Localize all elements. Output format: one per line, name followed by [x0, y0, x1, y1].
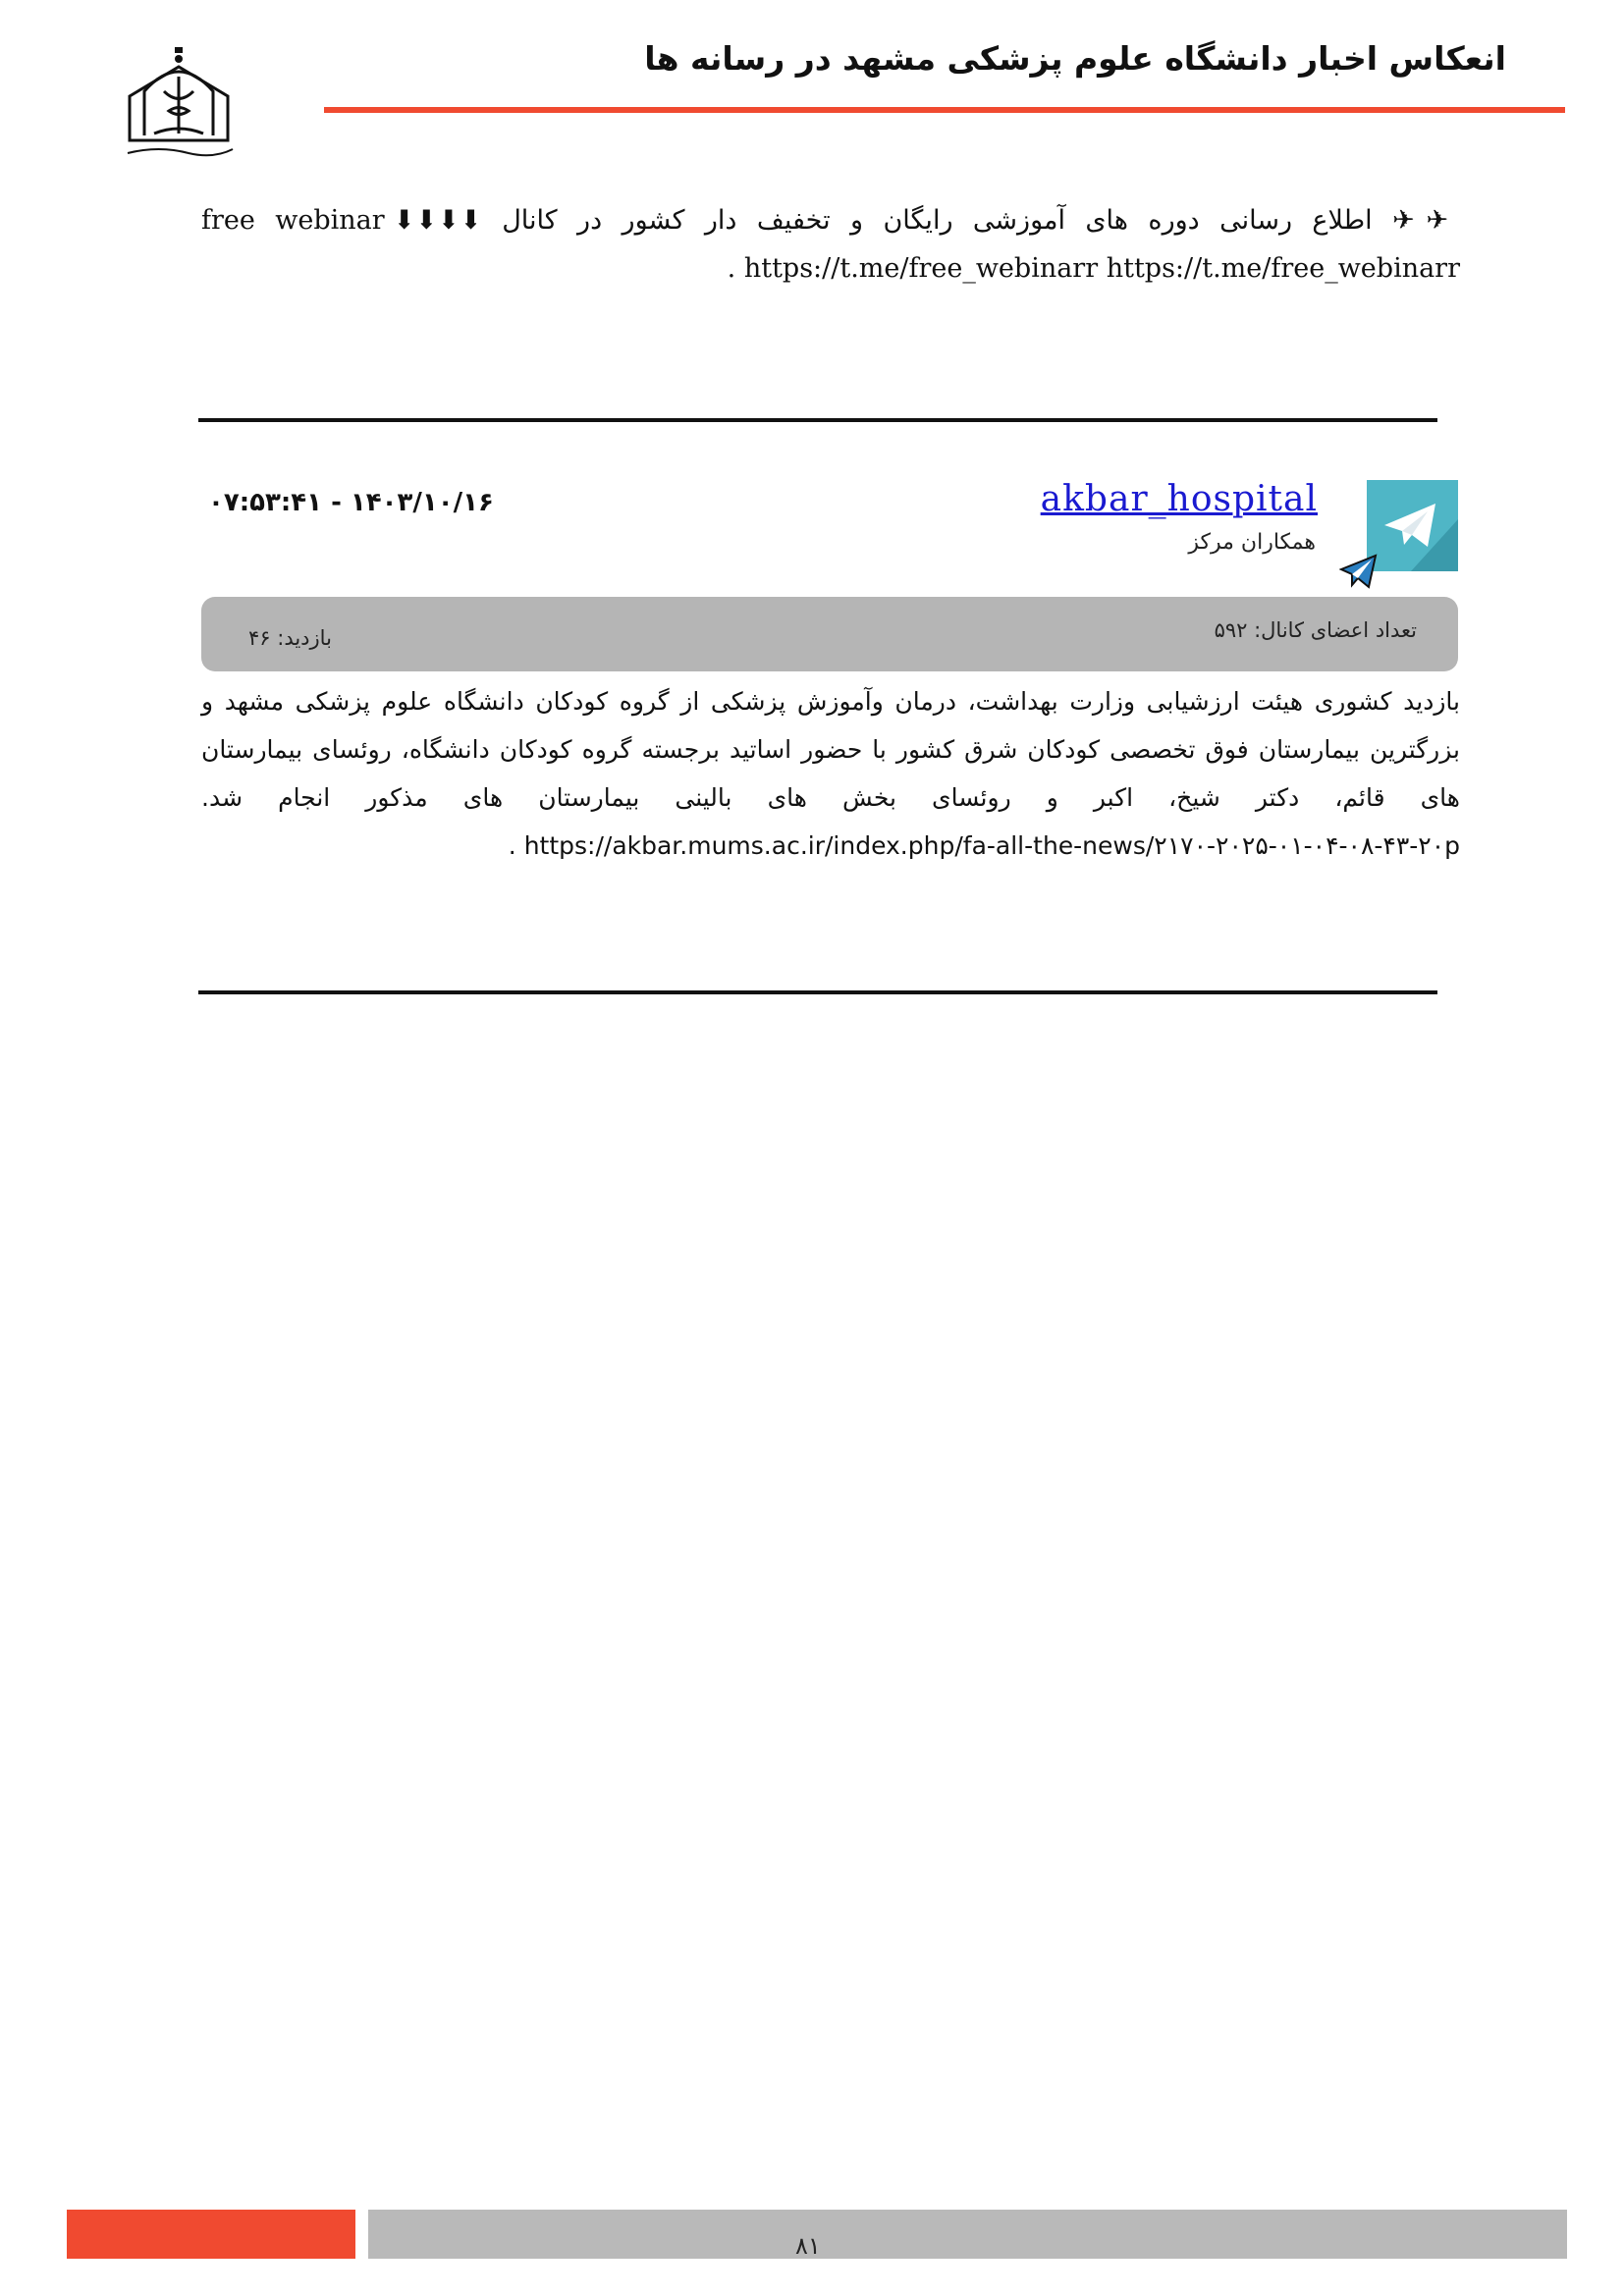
footer-accent-bar — [67, 2210, 355, 2259]
header-rule — [324, 107, 1565, 113]
channel-name-link[interactable]: akbar_hospital — [1040, 479, 1318, 519]
university-emblem-icon — [120, 37, 238, 165]
page-header-title: انعکاس اخبار دانشگاه علوم پزشکی مشهد در رسانه ها — [644, 39, 1506, 78]
item-separator — [198, 990, 1437, 994]
telegram-icon — [1367, 480, 1458, 571]
telegram-badge-icon — [1339, 552, 1379, 591]
post-views-count: بازدید: ۴۶ — [248, 626, 332, 650]
footer-bar — [368, 2210, 1567, 2259]
item-separator — [198, 418, 1437, 422]
channel-role: همکاران مرکز — [1188, 530, 1316, 555]
news-item-text: ✈✈ اطلاع رسانی دوره های آموزشی رایگان و تخفیف دار کشور در کانال free webinar ⬇⬇⬇⬇ https://t.me/free_webinarr https://t.me/free_webinarr . — [201, 205, 1461, 284]
post-body-text: بازدید کشوری هیئت ارزشیابی وزارت بهداشت، درمان وآموزش پزشکی از گروه کودکان دانشگاه علوم پزشکی مشهد و بزرگترین بیمارستان فوق تخصصی کودکان شرق کشور با حضور اساتید برجسته گروه کودکان دانشگاه، روئسای بیمارستان های قائم، دکتر شیخ، اکبر و روئسای بخش های بالینی بیمارستان های مذکور انجام شد. https://akbar.mums.ac.ir/index.php/fa-all-the-news/۲۱۷۰-۲۰۲۵-۰۱-۰۴-۰۸-۴۳-۲۰p . — [201, 687, 1460, 860]
channel-avatar — [1367, 480, 1458, 571]
post-datetime: ۱۴۰۳/۱۰/۱۶ - ۰۷:۵۳:۴۱ — [208, 488, 494, 517]
channel-members-count: تعداد اعضای کانال: ۵۹۲ — [1214, 618, 1417, 642]
post-stats-bar — [201, 597, 1458, 671]
page-number: ۸۱ — [795, 2232, 821, 2260]
